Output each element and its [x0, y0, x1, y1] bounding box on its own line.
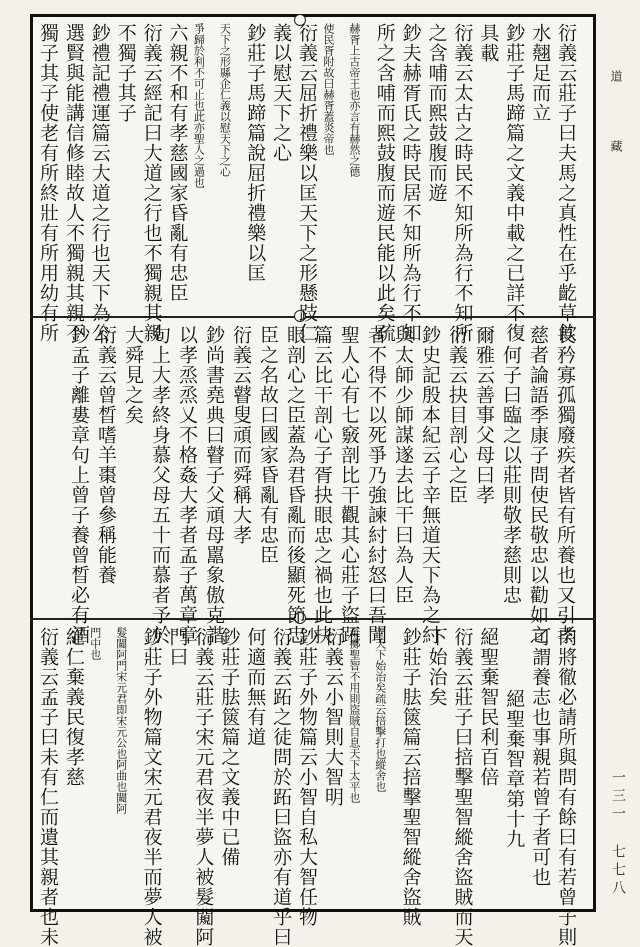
text-column: 義以慰天下之心	[270, 23, 293, 163]
text-column: 鈔莊子外物篇文宋元君夜半而夢人被	[140, 627, 163, 947]
text-band-top	[33, 17, 593, 343]
text-column: 長矜寡孤獨廢疾者皆有所養也又引孝	[554, 325, 576, 645]
text-band-bottom	[33, 621, 593, 947]
text-column: 赫胥上古帝王也亦言有赫然之德	[347, 23, 361, 177]
text-column: 六親不和有孝慈國家昏亂有忠臣	[166, 23, 189, 303]
text-column: 慈者論語季康子問使民敬忠以勸如之	[527, 325, 549, 645]
text-column: 鈔禮記禮運篇云大道之行也天下為公	[88, 23, 111, 343]
text-column: 聖人心有七竅剖比干觀其心莊子盜跖	[338, 325, 360, 645]
text-column: 鈔尚書堯典曰瞽子父頑母嚚象傲克諧	[203, 325, 225, 645]
text-column: 大舜見之矣	[122, 325, 144, 425]
text-column: 鈔孟子離婁章句上曾子養曾晳必有酒	[68, 325, 90, 645]
text-column: 篇云比干剖心子胥抉眼忠之禍也此抉	[311, 325, 333, 645]
text-column: 而天下始治矣疏云掊擊打也縱舍也	[373, 627, 387, 792]
text-column: 選賢與能講信修睦故人不獨親其親不	[62, 23, 85, 343]
text-column: 鈔莊子外物篇云小智自私大智任物	[296, 627, 319, 927]
text-column: 衍義云莊子曰夫馬之真性在乎齕草飲	[555, 23, 578, 343]
text-column: 鈔莊子胠篋篇云掊擊聖智縱舍盜賊	[399, 627, 422, 927]
text-column: 衍義云莊子曰掊擊聖智縱舍盜賊而天	[451, 627, 474, 947]
margin-page-number: 一三一 七七八	[610, 770, 626, 898]
text-column: 肉將徹必請所與問有餘曰有若曾子則	[555, 627, 578, 947]
text-column: 天下之形縣企仁義以慰天下之心	[218, 23, 232, 177]
text-column: 絕聖棄智章第十九	[503, 689, 526, 849]
text-column: 衍義云屈折禮樂以匡天下之形懸跂仁	[296, 23, 319, 343]
text-column: 之含哺而熙鼓腹而遊	[425, 23, 448, 203]
text-column: 以孝烝烝乂不格姦大孝者孟子萬章章	[176, 325, 198, 645]
text-column: 衍義云跖之徒問於跖曰盜亦有道乎曰	[270, 627, 293, 947]
text-column: 鈔史記殷本紀云子辛無道天下為之紂	[419, 325, 441, 645]
text-column: 衍義云曾晳嗜羊棗曾參稱能養	[95, 325, 117, 585]
text-column: 門中也	[88, 627, 102, 660]
text-column: 鈔夫赫胥氏之時民居不知所為行不知	[399, 23, 422, 343]
text-column: 與太師少師謀遂去比干曰為人臣	[392, 325, 414, 605]
text-column: 門曰	[166, 627, 189, 667]
text-column: 句上大孝終身慕父母五十而慕者予於	[149, 325, 171, 645]
text-column: 鈔莊子胠篋篇之文義中已備	[218, 627, 241, 867]
text-column: 衍義云莊子宋元君夜半夢人被髮闚阿	[192, 627, 215, 947]
text-column: 衍義云抉目剖心之臣	[446, 325, 468, 505]
text-column: 者不得不以死爭乃強諫紂紂怒曰吾聞	[365, 325, 387, 645]
text-column: 衍義云瞽叟頑而舜稱大孝	[230, 325, 252, 545]
text-column: 眼剖心之臣蓋為君昏亂而後顯死節忠	[284, 325, 306, 645]
text-column: 何適而無有道	[244, 627, 267, 747]
text-column: 髮闚阿門宋元君即宋元公也阿曲也闚阿	[114, 627, 128, 814]
text-column: 衍義云經記曰大道之行也不獨親其親	[140, 23, 163, 343]
text-column: 絕聖棄智民利百倍	[477, 627, 500, 787]
text-column: 衍義云太古之時民不知所為行不知所	[451, 23, 474, 343]
margin-title: 道 藏	[609, 70, 623, 174]
text-column: 具載	[477, 23, 500, 63]
text-column: 衍義云小智則大智明	[321, 627, 344, 807]
text-column: 臣之名故曰國家昏亂有忠臣	[257, 325, 279, 565]
text-column: 使民胥附故曰赫胥蓋炎帝也	[321, 23, 335, 155]
text-column: 衍義云孟子曰未有仁而遺其親者也未	[37, 627, 59, 947]
text-column: 下始治矣	[425, 627, 448, 707]
text-column: 何子曰臨之以莊則敬孝慈則忠	[500, 345, 522, 605]
text-column: 不獨子其子	[114, 23, 137, 123]
text-column: 鈔莊子馬蹄篇說屈折禮樂以匡	[244, 23, 267, 283]
text-column: 所之含哺而熙鼓腹而遊民能以此矣疏	[373, 23, 396, 343]
text-column: 獨子其子使老有所終壯有所用幼有所	[37, 23, 59, 343]
text-column: 絕仁棄義民復孝慈	[62, 627, 85, 787]
text-column: 爾雅云善事父母曰孝	[473, 325, 495, 505]
text-column: 爭歸於利不可止也此亦聖人之過也	[192, 23, 206, 188]
text-column: 水翹足而立	[529, 23, 552, 123]
text-column: 可謂養志也事親若曾子者可也	[529, 627, 552, 887]
text-column: 鈔莊子馬蹄篇之文義中載之已詳不復	[503, 23, 526, 343]
text-column: 棄擲聖智不用則盜賊自息天下太平也	[347, 627, 361, 803]
